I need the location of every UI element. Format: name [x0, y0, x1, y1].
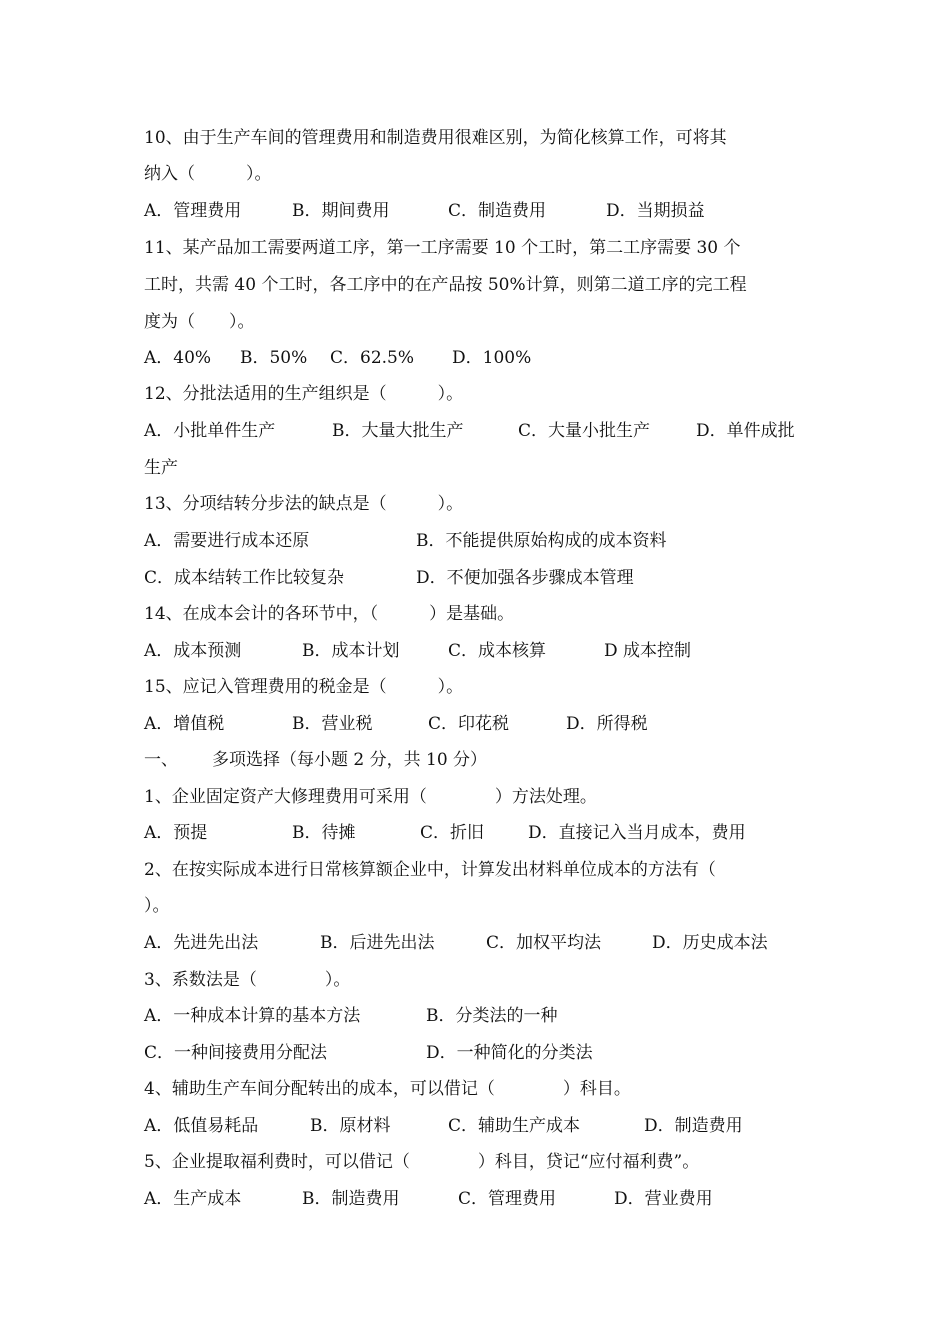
q12-option-c: C．大量小批生产 — [518, 421, 651, 441]
m3-option-c: C．一种间接费用分配法 — [144, 1043, 328, 1063]
m5-option-d: D．营业费用 — [614, 1189, 713, 1209]
m4-option-a: A．低值易耗品 — [144, 1116, 259, 1136]
m2-option-b: B．后进先出法 — [320, 933, 435, 953]
m2-option-d: D．历史成本法 — [652, 933, 768, 953]
question-11-text-cont: 工时，共需 40 个工时，各工序中的在产品按 50%计算，则第二道工序的完工程 — [144, 275, 747, 295]
q13-option-d: D．不便加强各步骤成本管理 — [416, 568, 634, 588]
question-14-text: 14、在成本会计的各环节中，（ ）是基础。 — [144, 604, 515, 624]
m1-option-b: B．待摊 — [292, 823, 356, 843]
question-10-text: 10、由于生产车间的管理费用和制造费用很难区别，为简化核算工作，可将其 — [144, 128, 727, 148]
q13-option-c: C．成本结转工作比较复杂 — [144, 568, 345, 588]
q15-option-a: A．增值税 — [144, 714, 225, 734]
q14-option-c: C．成本核算 — [448, 641, 547, 661]
m2-option-a: A．先进先出法 — [144, 933, 259, 953]
q10-option-d: D．当期损益 — [606, 201, 705, 221]
m3-option-d: D．一种简化的分类法 — [426, 1043, 593, 1063]
m1-option-a: A．预提 — [144, 823, 208, 843]
m1-option-c: C．折旧 — [420, 823, 485, 843]
multi-question-3-text: 3、系数法是（ ）。 — [144, 970, 351, 990]
q14-option-a: A．成本预测 — [144, 641, 242, 661]
section-title: 多项选择（每小题 2 分，共 10 分） — [212, 750, 488, 770]
m4-option-d: D．制造费用 — [644, 1116, 743, 1136]
question-12-text: 12、分批法适用的生产组织是（ ）。 — [144, 384, 464, 404]
multi-question-4-text: 4、辅助生产车间分配转出的成本，可以借记（ ）科目。 — [144, 1079, 631, 1099]
q11-option-c: C．62.5% — [330, 348, 415, 368]
m4-option-b: B．原材料 — [310, 1116, 391, 1136]
question-11-text-cont2: 度为（ ）。 — [144, 312, 255, 332]
q12-option-d: D．单件成批 — [696, 421, 795, 441]
q14-option-d: D 成本控制 — [604, 641, 692, 661]
m1-option-d: D．直接记入当月成本，费用 — [528, 823, 746, 843]
section-number: 一、 — [144, 750, 178, 770]
question-15-text: 15、应记入管理费用的税金是（ ）。 — [144, 677, 464, 697]
q15-option-d: D．所得税 — [566, 714, 648, 734]
multi-question-5-text: 5、企业提取福利费时，可以借记（ ）科目，贷记“应付福利费”。 — [144, 1152, 700, 1172]
q13-option-b: B．不能提供原始构成的成本资料 — [416, 531, 667, 551]
q12-option-d-wrap: 生产 — [144, 458, 178, 478]
question-11-text: 11、某产品加工需要两道工序，第一工序需要 10 个工时，第二工序需要 30 个 — [144, 238, 741, 258]
multi-question-1-text: 1、企业固定资产大修理费用可采用（ ）方法处理。 — [144, 787, 597, 807]
m5-option-c: C．管理费用 — [458, 1189, 557, 1209]
q12-option-b: B．大量大批生产 — [332, 421, 464, 441]
q10-option-c: C．制造费用 — [448, 201, 547, 221]
q10-option-b: B．期间费用 — [292, 201, 390, 221]
q15-option-b: B．营业税 — [292, 714, 373, 734]
question-10-text-cont: 纳入（ ）。 — [144, 164, 272, 184]
q11-option-b: B．50% — [240, 348, 308, 368]
m3-option-a: A．一种成本计算的基本方法 — [144, 1006, 361, 1026]
q12-option-a: A．小批单件生产 — [144, 421, 276, 441]
m5-option-b: B．制造费用 — [302, 1189, 400, 1209]
m5-option-a: A．生产成本 — [144, 1189, 242, 1209]
m2-option-c: C．加权平均法 — [486, 933, 602, 953]
q15-option-c: C．印花税 — [428, 714, 510, 734]
m4-option-c: C．辅助生产成本 — [448, 1116, 581, 1136]
q11-option-a: A．40% — [144, 348, 212, 368]
q13-option-a: A．需要进行成本还原 — [144, 531, 310, 551]
q10-option-a: A．管理费用 — [144, 201, 242, 221]
m3-option-b: B．分类法的一种 — [426, 1006, 558, 1026]
question-13-text: 13、分项结转分步法的缺点是（ ）。 — [144, 494, 464, 514]
multi-question-2-text: 2、在按实际成本进行日常核算额企业中，计算发出材料单位成本的方法有（ — [144, 860, 716, 880]
q11-option-d: D．100% — [452, 348, 532, 368]
q14-option-b: B．成本计划 — [302, 641, 400, 661]
multi-question-2-text-cont: ）。 — [144, 896, 170, 916]
